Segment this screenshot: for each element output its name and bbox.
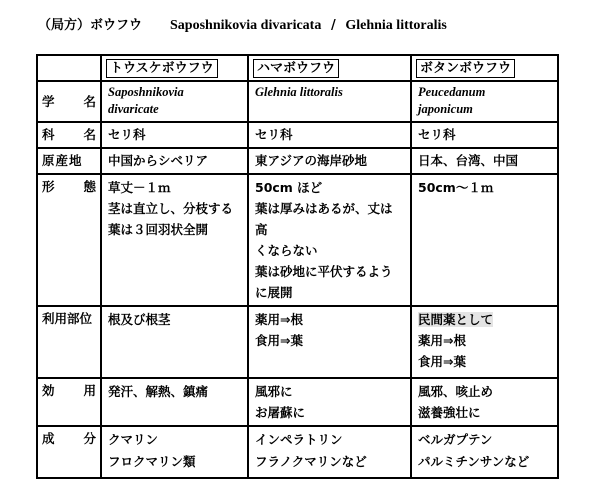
header-name-1: トウスケボウフウ: [106, 59, 218, 78]
title-slash: /: [330, 18, 336, 33]
cell-efficacy-1: [101, 378, 248, 426]
cell-family-3: セリ科: [411, 122, 558, 148]
cell-origin-2: 東アジアの海岸砂地: [248, 148, 411, 174]
cell-components-2: [248, 426, 411, 478]
cell-origin-3: 日本、台湾、中国: [411, 148, 558, 174]
label-char: 分: [83, 431, 96, 446]
cell-line-highlight: 民間薬として: [418, 312, 494, 327]
title-scientific-name-1: Saposhnikovia divaricata: [170, 18, 322, 33]
cell-line: 葉は砂地に平伏するよう: [255, 264, 393, 279]
cell-line: divaricate: [108, 102, 159, 116]
cell-parts-used-1: [101, 306, 248, 378]
cell-line: 葉は３回羽状全開: [108, 222, 209, 237]
cell-family-1: セリ科: [101, 122, 248, 148]
label-char: 名: [83, 94, 96, 109]
cell-morphology-1: [101, 174, 248, 306]
cell-line: インペラトリン: [255, 432, 343, 447]
cell-line: 根及び根茎: [108, 312, 171, 327]
label-char: 成: [42, 431, 55, 446]
row-label-components: [37, 426, 101, 478]
cell-morphology-2: [248, 174, 411, 306]
page-title: [38, 14, 447, 34]
label-char: 名: [83, 127, 96, 142]
table-row-components: [37, 426, 558, 478]
header-empty-cell: [37, 55, 101, 81]
title-scientific-name-2: Glehnia littoralis: [345, 18, 447, 33]
table-row-parts-used: [37, 306, 558, 378]
cell-line: 葉は厚みはあるが、丈は高: [255, 201, 393, 237]
label-char: 学: [42, 94, 55, 109]
label-char: 態: [83, 179, 96, 194]
cell-line: Glehnia littoralis: [255, 85, 343, 99]
row-label-morphology: [37, 174, 101, 306]
cell-line: ベルガプテン: [418, 432, 493, 447]
cell-line: 薬用⇒根: [418, 333, 466, 348]
cell-parts-used-3: [411, 306, 558, 378]
cell-line: 風邪に: [255, 384, 293, 399]
table-row-scientific-name: [37, 81, 558, 122]
cell-efficacy-2: [248, 378, 411, 426]
title-prefix: （局方）ボウフウ: [38, 18, 143, 33]
row-label-parts-used: 利用部位: [37, 306, 101, 378]
header-cell-2: [248, 55, 411, 81]
cell-line: Peucedanum: [418, 85, 486, 99]
comparison-table: [36, 54, 559, 479]
row-label-origin: 原産地: [37, 148, 101, 174]
header-name-2: ハマボウフウ: [253, 59, 339, 78]
cell-scientific-name-2: [248, 81, 411, 122]
table-row-family: [37, 122, 558, 148]
cell-line: フラノクマリンなど: [255, 454, 367, 469]
cell-line: 茎は直立し、分枝する: [108, 201, 234, 216]
cell-scientific-name-3: [411, 81, 558, 122]
label-char: 用: [83, 383, 96, 398]
cell-efficacy-3: [411, 378, 558, 426]
cell-line: くならない: [255, 243, 318, 258]
cell-family-2: セリ科: [248, 122, 411, 148]
cell-line: フロクマリン類: [108, 454, 196, 469]
cell-line: 草丈－１ｍ: [108, 180, 171, 195]
cell-line: 風邪、咳止め: [418, 384, 494, 399]
cell-line: 食用⇒葉: [255, 333, 303, 348]
header-name-3: ボタンボウフウ: [416, 59, 515, 78]
row-label-scientific-name: [37, 81, 101, 122]
header-cell-1: [101, 55, 248, 81]
cell-line: お屠蘇に: [255, 405, 306, 420]
cell-line: 食用⇒葉: [418, 354, 466, 369]
cell-line: 発汗、解熱、鎮痛: [108, 384, 209, 399]
cell-scientific-name-1: [101, 81, 248, 122]
cell-line: 50cm～１ｍ: [418, 180, 494, 195]
cell-line: Saposhnikovia: [108, 85, 184, 99]
table-row-header: [37, 55, 558, 81]
label-char: 効: [42, 383, 55, 398]
cell-line: パルミチンサンなど: [418, 454, 530, 469]
cell-line: クマリン: [108, 432, 159, 447]
row-label-efficacy: [37, 378, 101, 426]
label-char: 科: [42, 127, 55, 142]
cell-morphology-3: [411, 174, 558, 306]
label-char: 形: [42, 179, 55, 194]
row-label-family: [37, 122, 101, 148]
cell-origin-1: 中国からシベリア: [101, 148, 248, 174]
cell-line: 滋養強壮に: [418, 405, 481, 420]
table-row-efficacy: [37, 378, 558, 426]
cell-line: 50cm ほど: [255, 180, 323, 195]
cell-line: 薬用⇒根: [255, 312, 303, 327]
cell-line: に展開: [255, 285, 293, 300]
cell-line: japonicum: [418, 102, 473, 116]
cell-parts-used-2: [248, 306, 411, 378]
cell-components-1: [101, 426, 248, 478]
cell-components-3: [411, 426, 558, 478]
table-row-morphology: [37, 174, 558, 306]
header-cell-3: [411, 55, 558, 81]
table-row-origin: [37, 148, 558, 174]
